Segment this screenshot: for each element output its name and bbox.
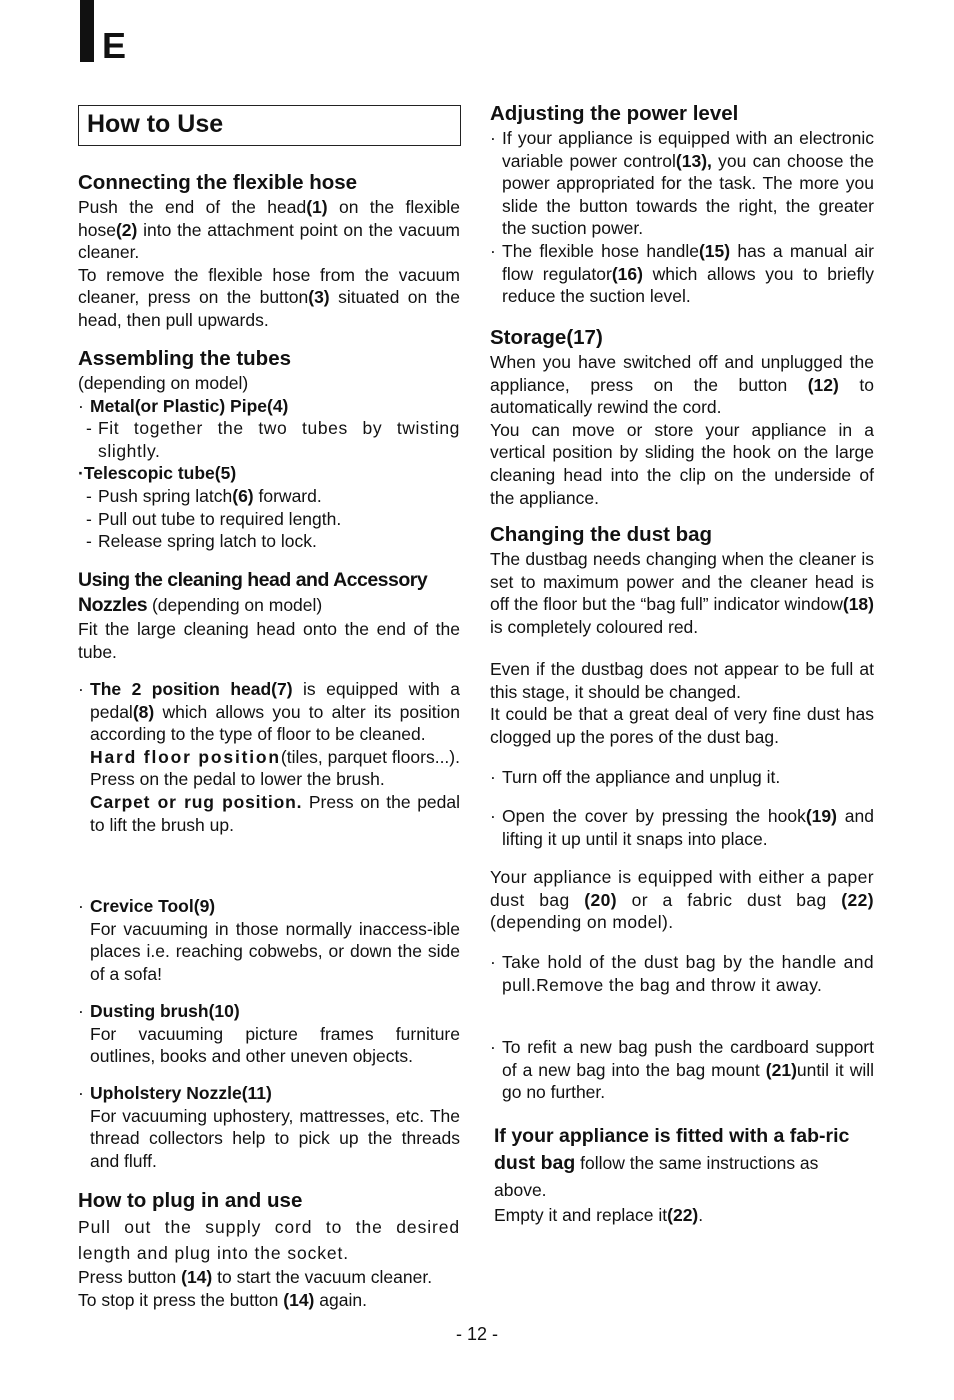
tubes-section	[78, 346, 460, 553]
nozzles-heading: Using the cleaning head and Accessory Nozzles (depending on model)	[78, 569, 428, 616]
tubes-heading: Assembling the tubes	[78, 347, 292, 370]
nozzles-section	[78, 568, 460, 663]
plug-heading: How to plug in and use	[78, 1189, 303, 1212]
dust-bag-heading: Changing the dust bag	[490, 523, 713, 546]
dust-bullet-3: · Take hold of the dust bag by the handle and pull.Remove the bag and throw it away.	[490, 952, 874, 995]
dust-text-3: It could be that a great deal of very fine dust has clogged up the pores of the dust bag.	[490, 704, 874, 747]
hard-floor-text: Hard floor position(tiles, parquet floors...). Press on the pedal to lower the brush.	[90, 746, 460, 790]
metal-pipe-item: · Metal(or Plastic) Pipe(4)	[78, 395, 289, 416]
telescopic-step-2: - Pull out tube to required length.	[86, 508, 342, 529]
dust-text-block-4	[490, 866, 874, 934]
dusting-brush-item: · Dusting brush(10) For vacuuming picture frames furniture outlines, books and other uneven objects.	[78, 1001, 460, 1067]
power-bullet-2: · The flexible hose handle(15) has a manual air flow regulator(16) which allows you to briefly reduce the suction level.	[490, 240, 874, 307]
power-section	[490, 101, 874, 308]
metal-pipe-step: - Fit together the two tubes by twisting slightly.	[86, 418, 460, 461]
connect-heading: Connecting the flexible hose	[78, 171, 358, 194]
dust-text-1: The dustbag needs changing when the cleaner is set to maximum power and the cleaner head is off the floor but the “bag full” indicator window(18) is completely coloured red.	[490, 549, 874, 637]
power-bullet-1: · If your appliance is equipped with an electronic variable power control(13), you can choose the power appropriated for the task. The more you slide the button towards the right, the greater the suction power.	[490, 128, 874, 239]
plug-text-2: Press button (14) to start the vacuum cleaner.	[78, 1267, 433, 1287]
plug-text-3: To stop it press the button (14) again.	[78, 1289, 367, 1310]
fabric-bag-text-2: Empty it and replace it(22).	[494, 1205, 704, 1225]
telescopic-step-1: - Push spring latch(6) forward.	[86, 485, 322, 506]
storage-text-1: When you have switched off and unplugged the appliance, press on the button (12) to automatically rewind the cord.	[490, 352, 874, 418]
crevice-tool-item: · Crevice Tool(9) For vacuuming in those normally inaccess-ible places i.e. reaching cobwebs, or down the side of a sofa!	[78, 896, 460, 984]
language-letter: E	[102, 25, 127, 66]
connect-text-2: To remove the flexible hose from the vacuum cleaner, press on the button(3) situated on the head, then pull upwards.	[78, 264, 461, 330]
connect-text-1: Push the end of the head(1) on the flexible hose(2) into the attachment point on the vacuum cleaner.	[78, 197, 460, 263]
dust-text-2: Even if the dustbag does not appear to be full at this stage, it should be changed.	[490, 659, 874, 702]
two-position-head-item: · The 2 position head(7) is equipped with a pedal(8) which allows you to alter its position according to the type of floor to be cleaned. Hard floor position(tiles, parquet floors...). Press on the pedal to lower the brush. Carpet or rug position. Press on the pedal to lift the brush up.	[78, 679, 461, 835]
language-marker-bar	[80, 0, 94, 62]
dust-bullet-1: · Turn off the appliance and unplug it.	[490, 767, 781, 787]
storage-heading: Storage(17)	[490, 326, 603, 349]
dust-bullet-4: · To refit a new bag push the cardboard support of a new bag into the bag mount (21)until it will go no further.	[490, 1037, 875, 1103]
telescopic-tube-item: ·Telescopic tube(5)	[78, 463, 237, 484]
tubes-note: (depending on model)	[78, 373, 249, 393]
power-heading: Adjusting the power level	[490, 102, 739, 125]
upholstery-nozzle-item: · Upholstery Nozzle(11) For vacuuming uphostery, mattresses, etc. The thread collectors help to pick up the threads and fluff.	[78, 1083, 460, 1171]
plug-text-1: Pull out the supply cord to the desired length and plug into the socket.	[78, 1217, 460, 1263]
storage-text-2: You can move or store your appliance in a vertical position by sliding the hook on the large cleaning head into the clip on the underside of the appliance.	[490, 419, 874, 508]
fabric-bag-text: If your appliance is fitted with a fab-ric dust bag follow the same instructions as above.	[494, 1125, 850, 1200]
dust-bullet-2: · Open the cover by pressing the hook(19) and lifting it up until it snaps into place.	[490, 806, 874, 849]
section-title-box	[78, 105, 461, 146]
connect-section	[78, 170, 460, 332]
page-number: - 12 -	[455, 1324, 498, 1344]
dust-text-4: Your appliance is equipped with either a paper dust bag (20) or a fabric dust bag (22)(depending on model).	[490, 867, 874, 933]
fabric-bag-section	[494, 1123, 874, 1227]
carpet-text: Carpet or rug position. Press on the pedal to lift the brush up.	[90, 791, 461, 835]
dust-bag-section	[490, 522, 874, 638]
nozzles-intro: Fit the large cleaning head onto the end of the tube.	[78, 619, 460, 662]
storage-section	[490, 325, 874, 509]
telescopic-step-3: - Release spring latch to lock.	[86, 531, 317, 552]
section-title: How to Use	[87, 110, 224, 138]
dust-text-block-2	[490, 658, 874, 748]
plug-section	[78, 1188, 460, 1311]
